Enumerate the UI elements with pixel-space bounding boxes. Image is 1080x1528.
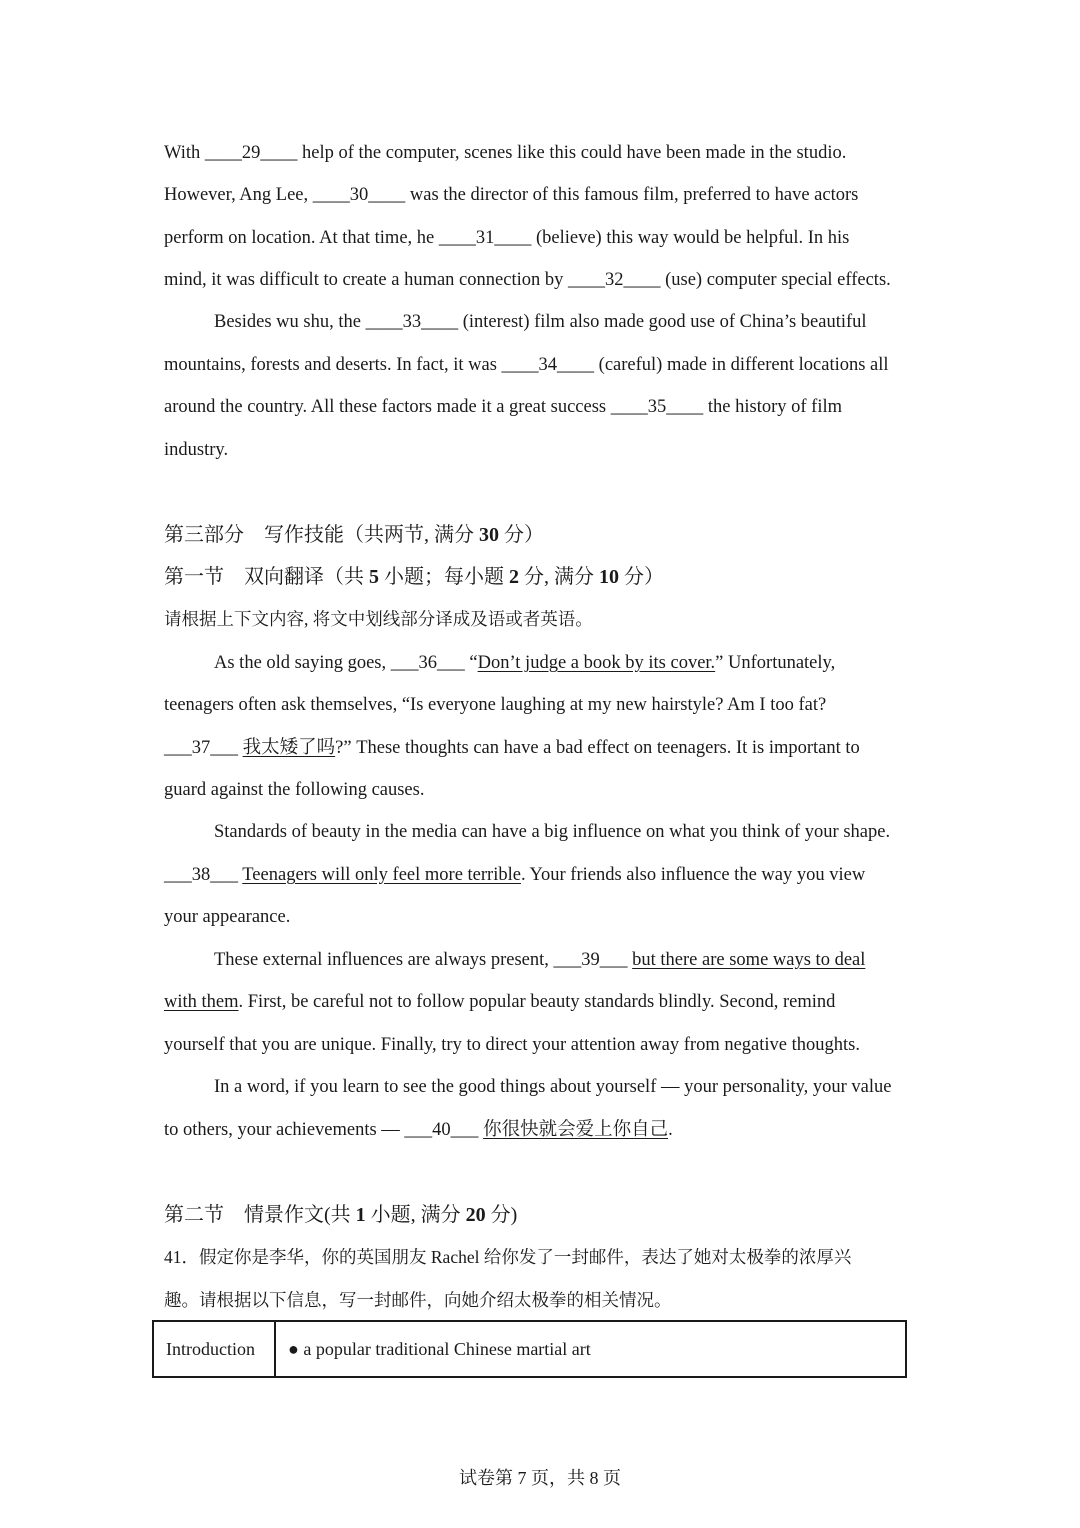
text: guard against the following causes. xyxy=(164,780,425,800)
text: around the country. All these factors made it a great success ____35____ the history of film xyxy=(164,397,842,417)
passage1-line-7 xyxy=(164,395,842,419)
table-cell-content: ● a popular traditional Chinese martial art xyxy=(275,1321,906,1377)
text: . Your friends also influence the way you view xyxy=(520,865,866,885)
text: 分） xyxy=(499,524,544,546)
text: As the old saying goes, ___36___ “ xyxy=(214,653,478,673)
text: These external influences are always present, ___39___ xyxy=(214,950,633,970)
question-41-line-2: 趣。请根据以下信息，写一封邮件，向她介绍太极拳的相关情况。 xyxy=(164,1290,672,1310)
text: Standards of beauty in the media can have a big influence on what you think of your shape. xyxy=(214,822,891,842)
text: to others, your achievements — ___40___ xyxy=(164,1120,484,1140)
passage1-line-3 xyxy=(164,226,849,250)
text: . xyxy=(668,1120,673,1140)
passage2-line-12 xyxy=(164,1118,673,1142)
passage2-line-11 xyxy=(214,1075,892,1099)
passage1-line-6 xyxy=(164,353,889,377)
passage2-line-1 xyxy=(214,651,835,675)
text: 小题；每小题 xyxy=(379,566,509,588)
passage2-line-7 xyxy=(164,905,290,929)
text: your appearance. xyxy=(164,907,291,927)
passage1-line-5 xyxy=(214,310,867,334)
score: 20 xyxy=(465,1204,486,1226)
text: ” Unfortunately, xyxy=(715,653,836,673)
passage1-line-2 xyxy=(164,183,858,207)
text: perform on location. At that time, he ____31____ (believe) this way would be helpful. In his xyxy=(164,228,850,248)
section3-instruction: 请根据上下文内容, 将文中划线部分译成及语或者英语。 xyxy=(164,609,593,629)
passage2-line-9 xyxy=(164,990,835,1014)
text: 第三部分 写作技能（共两节, 满分 xyxy=(164,524,479,546)
passage2-line-10 xyxy=(164,1033,860,1057)
passage1-line-4 xyxy=(164,268,891,292)
text: 第二节 情景作文(共 xyxy=(164,1204,356,1226)
table-cell-label: Introduction xyxy=(153,1321,275,1377)
passage2-line-6 xyxy=(164,863,865,887)
passage2-line-5 xyxy=(214,820,890,844)
text: However, Ang Lee, ____30____ was the director of this famous film, preferred to have actors xyxy=(164,185,859,205)
text: 分) xyxy=(485,1204,518,1226)
text: Besides wu shu, the ____33____ (interest) film also made good use of China’s beautiful xyxy=(214,312,867,332)
text: industry. xyxy=(164,440,229,460)
passage2-line-8 xyxy=(214,948,865,972)
underlined-text: 我太矮了吗 xyxy=(242,738,336,758)
text: mind, it was difficult to create a human connection by ____32____ (use) computer special effects. xyxy=(164,270,891,290)
text: 分, 满分 xyxy=(519,566,599,588)
text: 小题, 满分 xyxy=(365,1204,466,1226)
score: 30 xyxy=(479,524,499,546)
text: ___38___ xyxy=(164,865,243,885)
underlined-text: but there are some ways to deal xyxy=(632,950,866,970)
score: 10 xyxy=(599,566,619,588)
passage2-line-4 xyxy=(164,778,424,802)
text: . First, be careful not to follow popular beauty standards blindly. Second, remind xyxy=(238,992,836,1012)
passage1-line-1 xyxy=(164,141,846,165)
text: teenagers often ask themselves, “Is everyone laughing at my new hairstyle? Am I too fat? xyxy=(164,695,827,715)
passage2-line-3 xyxy=(164,736,860,760)
text: 分） xyxy=(619,566,664,588)
section2-title xyxy=(164,1202,517,1228)
passage2-line-2 xyxy=(164,693,826,717)
question-41-line-1: 41．假定你是李华，你的英国朋友 Rachel 给你发了一封邮件，表达了她对太极拳的浓厚兴 xyxy=(164,1247,852,1267)
passage1-line-8 xyxy=(164,438,228,462)
underlined-text: Teenagers will only feel more terrible xyxy=(242,865,521,885)
table-row xyxy=(153,1321,906,1377)
info-table xyxy=(152,1320,907,1378)
count: 1 xyxy=(355,1204,366,1226)
text: ___37___ xyxy=(164,738,243,758)
text: ?” These thoughts can have a bad effect on teenagers. It is important to xyxy=(335,738,860,758)
text: With ____29____ help of the computer, scenes like this could have been made in the studio. xyxy=(164,143,847,163)
underlined-text: Don’t judge a book by its cover. xyxy=(477,653,716,673)
underlined-text: 你很快就会爱上你自己 xyxy=(483,1120,669,1140)
section3-sub1-title xyxy=(164,564,664,590)
text: mountains, forests and deserts. In fact, it was ____34____ (careful) made in different locations all xyxy=(164,355,889,375)
page-footer: 试卷第 7 页，共 8 页 xyxy=(459,1468,621,1488)
score: 2 xyxy=(509,566,519,588)
section3-title xyxy=(164,522,544,548)
text: 第一节 双向翻译（共 xyxy=(164,566,369,588)
count: 5 xyxy=(369,566,379,588)
text: In a word, if you learn to see the good things about yourself — your personality, your value xyxy=(214,1077,892,1097)
text: yourself that you are unique. Finally, try to direct your attention away from negative thoughts. xyxy=(164,1035,860,1055)
underlined-text: with them xyxy=(164,992,239,1012)
